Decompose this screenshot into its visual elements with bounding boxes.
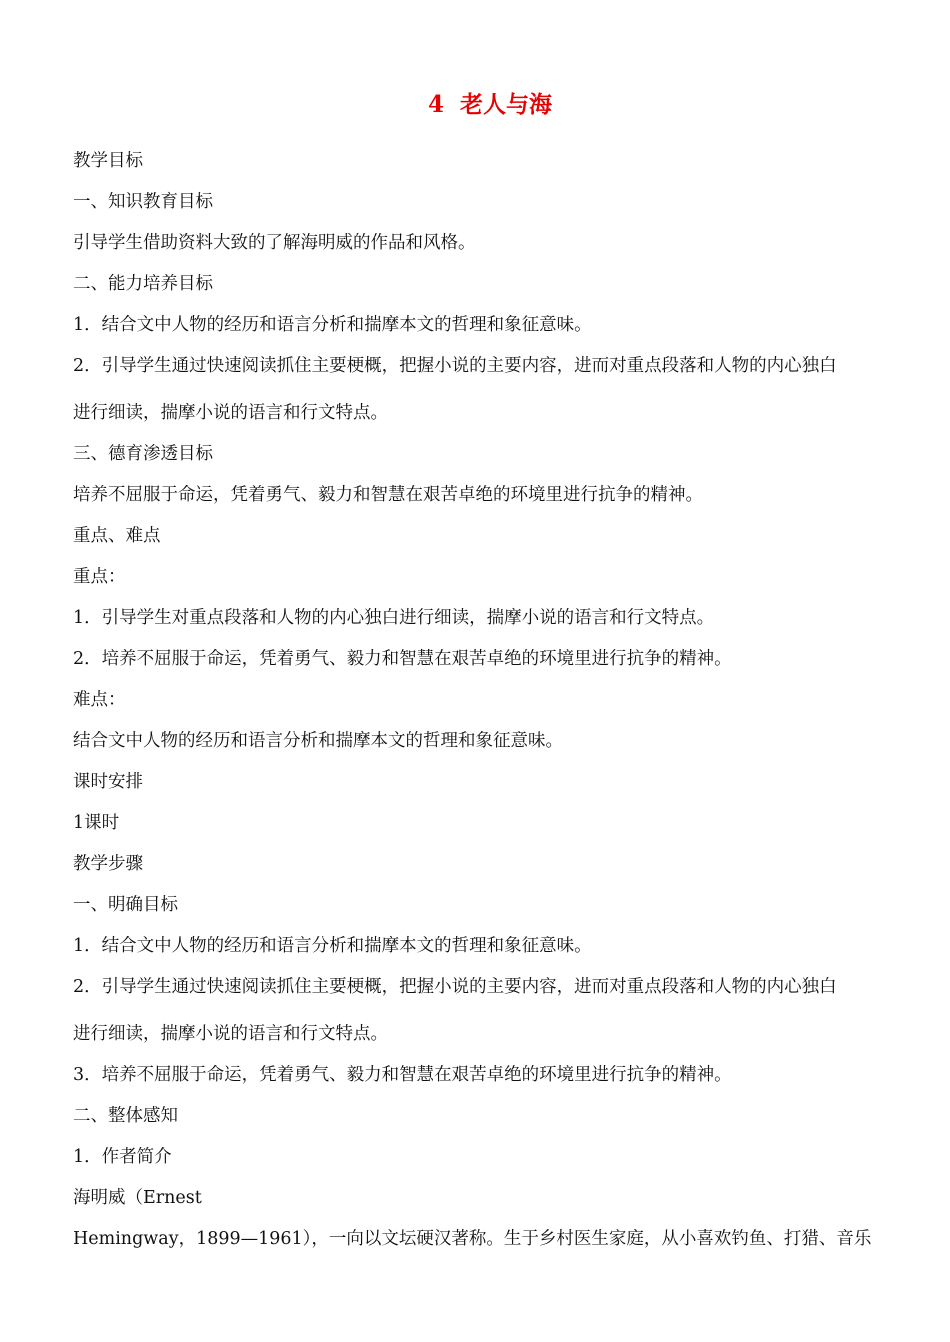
text-line: 二、能力培养目标	[73, 274, 213, 294]
text-line: Hemingway，1899—1961），一向以文坛硬汉著称。生于乡村医生家庭，从小喜欢钓鱼、打猎、音乐	[73, 1229, 872, 1249]
text-line: 2．引导学生通过快速阅读抓住主要梗概，把握小说的主要内容，进而对重点段落和人物的内心独白	[73, 977, 837, 997]
text-line: 结合文中人物的经历和语言分析和揣摩本文的哲理和象征意味。	[73, 731, 563, 751]
text-line: 课时安排	[73, 772, 143, 792]
text-line: 1．结合文中人物的经历和语言分析和揣摩本文的哲理和象征意味。	[73, 315, 592, 335]
text-line: 重点：	[73, 567, 126, 587]
text-line: 1．结合文中人物的经历和语言分析和揣摩本文的哲理和象征意味。	[73, 936, 592, 956]
text-line: 1．引导学生对重点段落和人物的内心独白进行细读，揣摩小说的语言和行文特点。	[73, 608, 715, 628]
text-line: 一、明确目标	[73, 895, 178, 915]
text-line: 引导学生借助资料大致的了解海明威的作品和风格。	[73, 233, 476, 253]
text-line: 进行细读，揣摩小说的语言和行文特点。	[73, 403, 388, 423]
document-title: 4 老人与海	[427, 91, 553, 118]
text-line: 一、知识教育目标	[73, 192, 213, 212]
text-line: 三、德育渗透目标	[73, 444, 213, 464]
text-line: 2．培养不屈服于命运，凭着勇气、毅力和智慧在艰苦卓绝的环境里进行抗争的精神。	[73, 649, 732, 669]
text-line: 1课时	[73, 813, 120, 833]
text-line: 2．引导学生通过快速阅读抓住主要梗概，把握小说的主要内容，进而对重点段落和人物的内心独白	[73, 356, 837, 376]
text-line: 难点：	[73, 690, 126, 710]
text-line: 海明威（Ernest	[73, 1188, 202, 1208]
text-line: 培养不屈服于命运，凭着勇气、毅力和智慧在艰苦卓绝的环境里进行抗争的精神。	[73, 485, 703, 505]
text-line: 二、整体感知	[73, 1106, 178, 1126]
text-line: 重点、难点	[73, 526, 161, 546]
text-line: 教学目标	[73, 151, 143, 171]
text-line: 1．作者简介	[73, 1147, 172, 1167]
text-line: 进行细读，揣摩小说的语言和行文特点。	[73, 1024, 388, 1044]
text-line: 教学步骤	[73, 854, 143, 874]
text-line: 3．培养不屈服于命运，凭着勇气、毅力和智慧在艰苦卓绝的环境里进行抗争的精神。	[73, 1065, 732, 1085]
